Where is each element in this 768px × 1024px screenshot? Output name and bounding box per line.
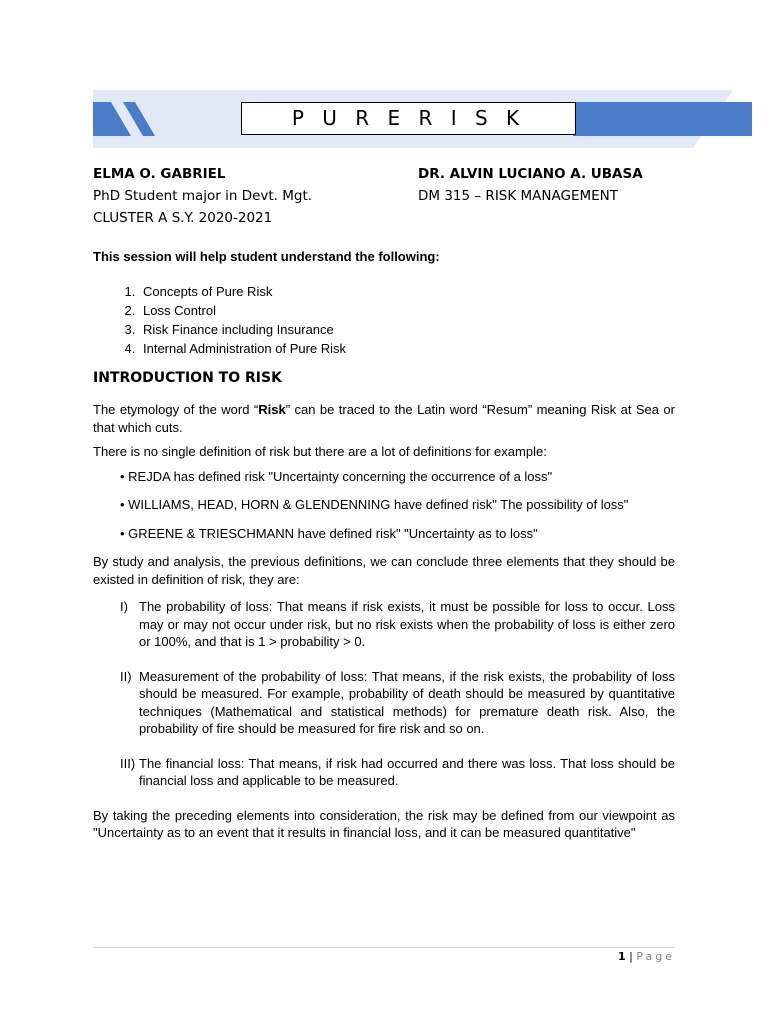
element-text: Measurement of the probability of loss: That means, if the risk exists, the probability of loss should be measured. For example, probability of death should be measured by quantitative techniques (Mathematical and statistical methods) for premature death risk. Also, the probability of fire should be measured for fire risk and so on. (139, 668, 675, 736)
session-lead: This session will help student understand the following: (93, 249, 440, 264)
etymology-paragraph (93, 401, 675, 436)
page-footer (618, 950, 675, 963)
topic-item: 4. Internal Administration of Pure Risk (139, 339, 675, 358)
author-right (418, 163, 643, 207)
author-program: PhD Student major in Devt. Mgt. (93, 188, 313, 204)
document-body (93, 248, 675, 849)
element-text: The financial loss: That means, if risk had occurred and there was loss. That loss should be financial loss and applicable to be measured. (139, 755, 675, 788)
professor-name: DR. ALVIN LUCIANO A. UBASA (418, 166, 643, 182)
element-item (120, 598, 675, 651)
etymology-text-start: The etymology of the word “ (93, 402, 259, 417)
element-number: I) (120, 599, 128, 614)
topic-item: 3. Risk Finance including Insurance (139, 320, 675, 339)
page-word: Page (636, 950, 675, 963)
page-title: P U R E R I S K (241, 102, 576, 135)
topic-item: 2. Loss Control (139, 301, 675, 320)
element-item (120, 668, 675, 738)
element-item (120, 755, 675, 790)
definition-item: • REJDA has defined risk "Uncertainty concerning the occurrence of a loss" (120, 468, 553, 484)
definitions-lead: There is no single definition of risk but there are a lot of definitions for example: (93, 444, 547, 459)
element-text: The probability of loss: That means if risk exists, it must be possible for loss to occur. Loss may or may not occur under risk, but no risk exists when the probability of loss is either zero or 100%, and that is 1 > probability > 0. (139, 599, 675, 649)
author-left (93, 163, 312, 229)
course-name: DM 315 – RISK MANAGEMENT (418, 188, 619, 204)
elements-lead: By study and analysis, the previous definitions, we can conclude three elements that they should be existed in definition of risk, they are: (93, 554, 675, 587)
etymology-bold-word: Risk (258, 402, 286, 417)
footer-divider (93, 947, 675, 948)
etymology-text-end: ” can be traced to the Latin word “Resum” meaning Risk at Sea or that which cuts. (93, 402, 675, 435)
author-cluster: CLUSTER A S.Y. 2020-2021 (93, 210, 273, 226)
section-heading: INTRODUCTION TO RISK (93, 369, 282, 386)
topics-list (93, 282, 675, 358)
page-number: 1 (618, 950, 626, 963)
definition-item: • WILLIAMS, HEAD, HORN & GLENDENNING have defined risk" The possibility of loss" (120, 497, 629, 512)
conclusion-paragraph: By taking the preceding elements into consideration, the risk may be defined from our viewpoint as "Uncertainty as to an event that it results in financial loss, and it can be measured quantitative" (93, 807, 675, 840)
element-number: II) (120, 668, 132, 684)
topic-item: 1. Concepts of Pure Risk (139, 282, 675, 301)
element-number: III) (120, 755, 136, 771)
banner-bar-right (573, 102, 752, 136)
definition-item: • GREENE & TRIESCHMANN have defined risk" "Uncertainty as to loss" (120, 525, 538, 541)
author-name: ELMA O. GABRIEL (93, 166, 226, 182)
page-separator: | (625, 950, 637, 963)
